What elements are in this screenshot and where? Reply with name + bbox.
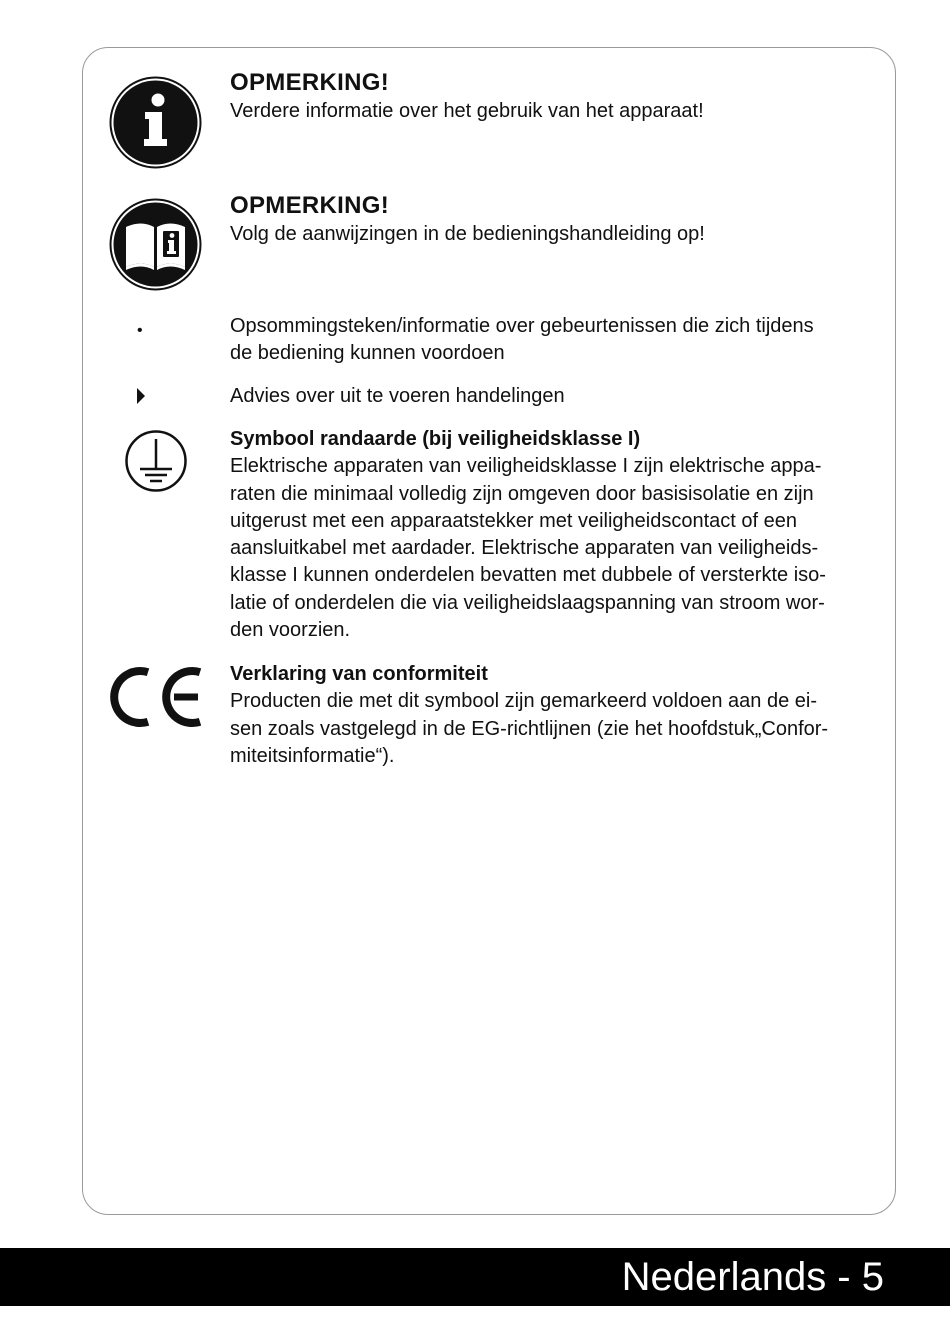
note-2 [230, 192, 870, 248]
bullet-item-line-1: Opsommingsteken/informatie over gebeurtenissen die zich tijdens [230, 315, 814, 337]
footer-bar [0, 1248, 950, 1306]
note-1-text: Verdere informatie over het gebruik van het apparaat! [230, 100, 704, 122]
ce-item-line: Producten die met dit symbool zijn gemarkeerd voldoen aan de ei- [230, 690, 817, 713]
manual-book-icon [108, 197, 203, 292]
earth-item-line: aansluitkabel met aardader. Elektrische apparaten van veiligheids- [230, 537, 819, 560]
earth-item-line: uitgerust met een apparaatstekker met veiligheidscontact of een [230, 509, 797, 532]
note-1 [230, 69, 870, 125]
note-2-heading: OPMERKING! [230, 192, 389, 219]
earth-item-heading: Symbool randaarde (bij veiligheidsklasse I) [230, 428, 641, 450]
triangle-right-icon [136, 388, 146, 409]
ce-item-line: miteitsinformatie“). [230, 744, 395, 767]
action-item [230, 383, 870, 410]
note-2-text: Volg de aanwijzingen in de bedieningshandleiding op! [230, 223, 705, 245]
earth-item-line: Elektrische apparaten van veiligheidsklasse I zijn elektrische appa- [230, 455, 822, 478]
note-1-heading: OPMERKING! [230, 69, 389, 96]
bullet-item [230, 313, 870, 367]
page-footer-label: Nederlands - 5 [621, 1255, 884, 1299]
info-circle-icon [108, 75, 203, 170]
earth-item-line: klasse I kunnen onderdelen bevatten met dubbele of versterkte iso- [230, 564, 826, 587]
ce-item-line: sen zoals vastgelegd in de EG-richtlijnen (zie het hoofdstuk„Confor- [230, 717, 829, 740]
ce-item [230, 661, 870, 770]
bullet-dot-icon: • [137, 322, 143, 339]
action-item-text: Advies over uit te voeren handelingen [230, 385, 565, 407]
protective-earth-icon [124, 429, 188, 493]
earth-item-line: raten die minimaal volledig zijn omgeven door basisisolatie en zijn [230, 482, 814, 505]
earth-item-line: latie of onderdelen die via veiligheidslaagspanning van stroom wor- [230, 591, 825, 614]
ce-mark-icon [108, 664, 204, 730]
ce-item-heading: Verklaring van conformiteit [230, 663, 488, 685]
bullet-item-line-2: de bediening kunnen voordoen [230, 342, 505, 364]
earth-item-line: den voorzien. [230, 619, 351, 642]
earth-item [230, 426, 870, 644]
